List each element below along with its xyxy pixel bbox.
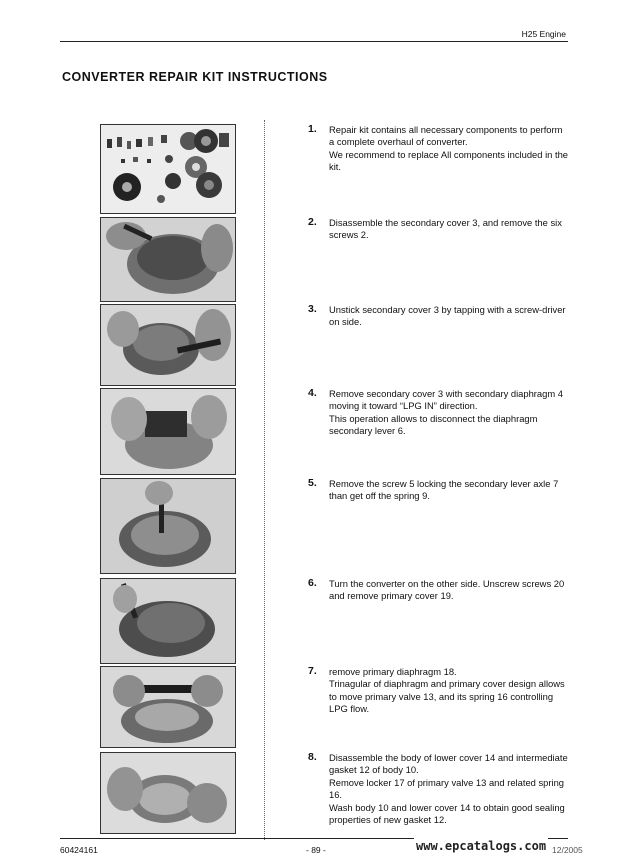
- column-divider: [264, 120, 265, 840]
- footer-page-number: - 89 -: [306, 845, 326, 855]
- step-number: 2.: [308, 216, 317, 228]
- step-text: Unstick secondary cover 3 by tapping with a screw-driver on side.: [329, 304, 566, 328]
- photo-step-4: [100, 388, 236, 475]
- step-number: 1.: [308, 123, 317, 135]
- step-number: 6.: [308, 577, 317, 589]
- photo-step-7: [100, 666, 236, 748]
- step-7: [308, 666, 570, 716]
- step-3: [308, 304, 570, 329]
- step-5: [308, 478, 570, 503]
- header-section-label: H25 Engine: [521, 29, 566, 39]
- step-number: 4.: [308, 387, 317, 399]
- footer-date: 12/2005: [552, 845, 583, 855]
- step-number: 7.: [308, 665, 317, 677]
- step-text: Trinagular of diaphragm and primary cover design allows to move primary valve 13, and its spring 16 controlling LPG flow.: [329, 678, 565, 715]
- step-text: Wash body 10 and lower cover 14 to obtain good sealing properties of new gasket 12.: [329, 801, 565, 826]
- step-2: [308, 217, 570, 242]
- photo-step-5: [100, 478, 236, 574]
- step-6: [308, 578, 570, 603]
- footer-doc-code: 60424161: [60, 845, 98, 855]
- photo-step-3: [100, 304, 236, 386]
- page-title: CONVERTER REPAIR KIT INSTRUCTIONS: [62, 70, 328, 84]
- photo-step-2: [100, 217, 236, 302]
- step-number: 5.: [308, 477, 317, 489]
- step-text: Repair kit contains all necessary components to perform a complete overhaul of converter.: [329, 124, 563, 148]
- photo-step-6: [100, 578, 236, 664]
- header-rule: [60, 41, 568, 42]
- step-number: 3.: [308, 303, 317, 315]
- photo-step-8: [100, 752, 236, 834]
- step-1: [308, 124, 570, 174]
- step-text: Turn the converter on the other side. Unscrew screws 20 and remove primary cover 19.: [329, 578, 565, 602]
- step-text: Disassemble the secondary cover 3, and remove the six screws 2.: [329, 217, 562, 241]
- step-text: remove primary diaphragm 18.: [329, 666, 457, 677]
- photo-repair-kit: [100, 124, 236, 214]
- step-number: 8.: [308, 751, 317, 763]
- step-text: Disassemble the body of lower cover 14 and intermediate gasket 12 of body 10.: [329, 752, 568, 776]
- step-text: Remove secondary cover 3 with secondary diaphragm 4 moving it toward “LPG IN” direction.: [329, 388, 563, 412]
- step-text: Remove the screw 5 locking the secondary lever axle 7 than get off the spring 9.: [329, 478, 559, 502]
- step-text: This operation allows to disconnect the diaphragm secondary lever 6.: [329, 412, 538, 437]
- watermark-link[interactable]: www.epcatalogs.com: [416, 839, 547, 853]
- step-text: Remove locker 17 of primary valve 13 and related spring 16.: [329, 776, 565, 801]
- step-4: [308, 388, 570, 438]
- step-text: We recommend to replace All components included in the kit.: [329, 148, 569, 173]
- step-8: [308, 752, 570, 826]
